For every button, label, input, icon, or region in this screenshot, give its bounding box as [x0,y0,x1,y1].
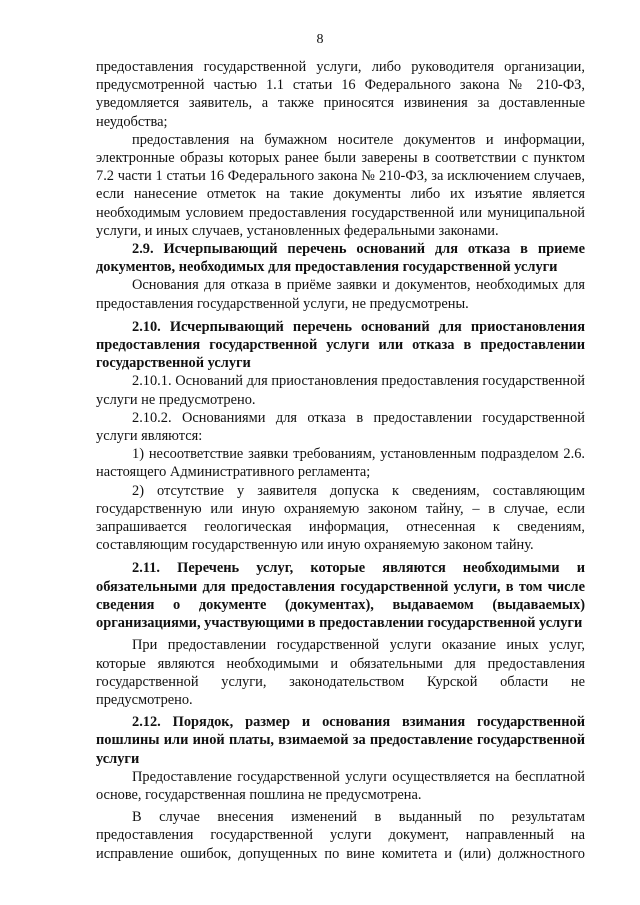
paragraph-other-services: При предоставлении государственной услуги оказание иных услуг, которые являются необходимыми и обязательными для предоставления государственной услуги, законодательством Курской области не предусмотрено. [96,637,585,708]
heading-2-12: 2.12. Порядок, размер и основания взимания государственной пошлины или иной платы, взимаемой за предоставление государственной услуги [96,714,585,767]
paragraph-2-10-2: 2.10.2. Основаниями для отказа в предоставлении государственной услуги являются: [96,409,585,445]
paragraph-paper-docs: предоставления на бумажном носителе документов и информации, электронные образы которых ранее были заверены в соответствии с пунктом 7.2 части 1 статьи 16 Федерального закона № 210-ФЗ, за исключением случаев, если нанесение отметок на такие документы либо их изъятие является необходимым условием предоставления государственной или муниципальной услуги, и иных случаев, установленных федеральными законами. [96,131,585,239]
list-item-2: 2) отсутствие у заявителя допуска к сведениям, составляющим государственную или иную охраняемую законом тайну, – в случае, если запрашивается геологическая информация, отнесенная к сведениям, составляющим государственную или иную охраняемую законом тайну. [96,482,585,554]
paragraph-continuation: предоставления государственной услуги, либо руководителя организации, предусмотренной частью 1.1 статьи 16 Федерального закона № 210-ФЗ, уведомляется заявитель, а также приносятся извинения за доставленные неудобства; [96,59,585,130]
heading-2-10: 2.10. Исчерпывающий перечень оснований для приостановления предоставления государственной услуги или отказа в предоставлении государственной услуги [96,318,585,372]
list-item-1: 1) несоответствие заявки требованиям, установленным подразделом 2.6. настоящего Административного регламента; [96,446,585,481]
paragraph-2-10-1: 2.10.1. Оснований для приостановления предоставления государственной услуги не предусмотрено. [96,373,585,408]
page-number: 8 [316,32,324,47]
heading-2-11: 2.11. Перечень услуг, которые являются необходимыми и обязательными для предоставления государственной услуги, в том числе сведения о документе (документах), выдаваемом (выдаваемых) организациями, участвующими в предоставлении государственной услуги [96,560,585,632]
paragraph-refusal-grounds: Основания для отказа в приёме заявки и документов, необходимых для предоставления государственной услуги, не предусмотрены. [96,277,585,312]
paragraph-corrections: В случае внесения изменений в выданный по результатам предоставления государственной услуги документ, направленный на исправление ошибок, допущенных по вине комитета и (или) должностного [96,809,585,862]
heading-2-9: 2.9. Исчерпывающий перечень оснований для отказа в приеме документов, необходимых для предоставления государственной услуги [96,241,585,276]
paragraph-free-of-charge: Предоставление государственной услуги осуществляется на бесплатной основе, государственная пошлина не предусмотрена. [96,768,585,803]
document-body [96,58,585,863]
